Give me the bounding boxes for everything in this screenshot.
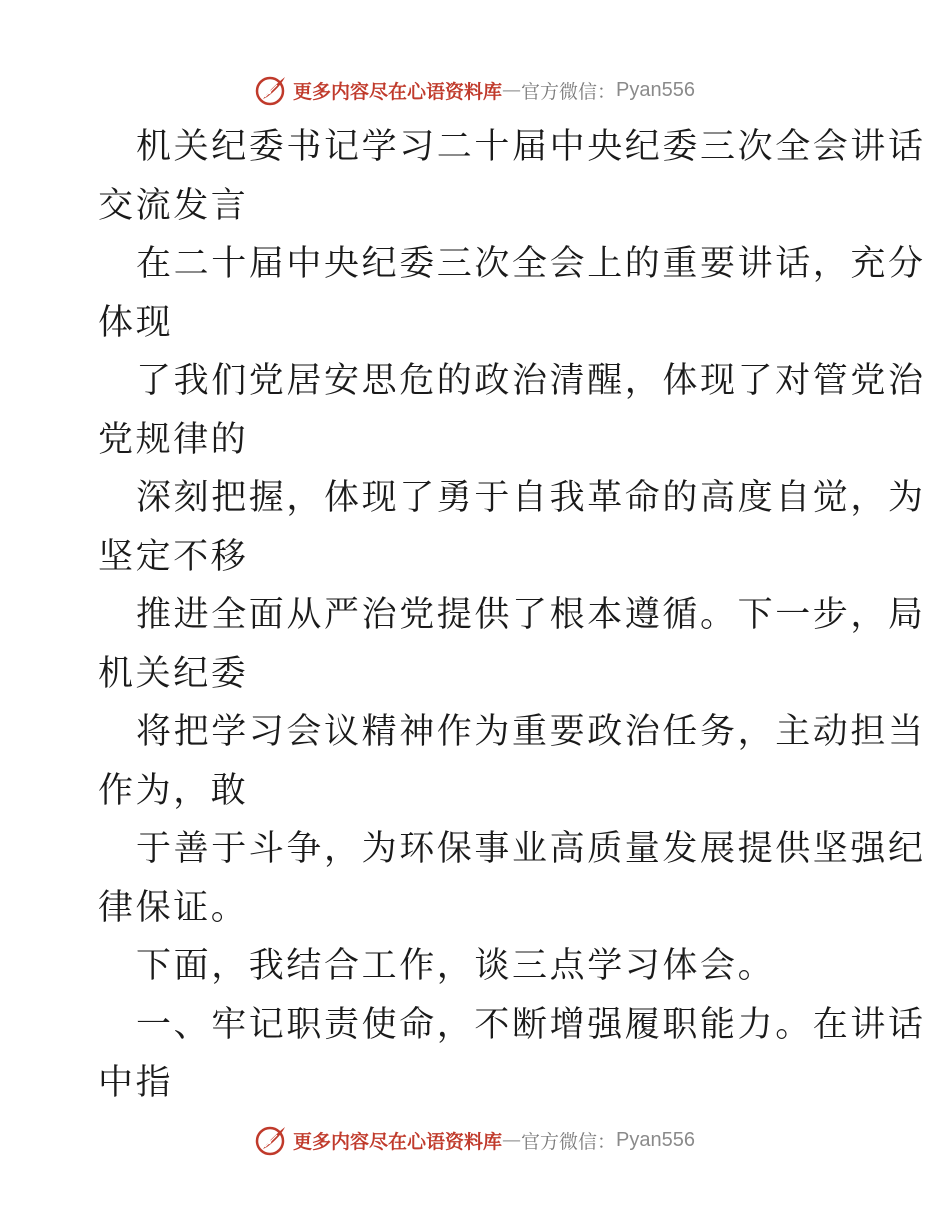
paragraph-line: 作为，敢 bbox=[98, 770, 249, 811]
paragraph-line: 推进全面从严治党提供了根本遵循。下一步，局 bbox=[136, 595, 926, 635]
paragraph-line: 律保证。 bbox=[98, 887, 249, 928]
document-title-line-2: 交流发言 bbox=[98, 185, 249, 226]
paragraph-line: 深刻把握，体现了勇于自我革命的高度自觉，为 bbox=[136, 478, 926, 518]
watermark-wechat-id: Pyan556 bbox=[616, 1128, 695, 1151]
paragraph-line: 了我们党居安思危的政治清醒，体现了对管党治 bbox=[136, 361, 926, 401]
watermark-separator: — bbox=[502, 79, 522, 101]
paragraph-line: 体现 bbox=[98, 302, 174, 343]
footer-watermark bbox=[0, 1120, 950, 1160]
watermark-separator: — bbox=[502, 1129, 522, 1151]
watermark-label: 官方微信： bbox=[521, 1130, 617, 1153]
paragraph-line: 将把学习会议精神作为重要政治任务，主动担当 bbox=[136, 712, 926, 752]
document-title-line-1: 机关纪委书记学习二十届中央纪委三次全会讲话 bbox=[136, 127, 926, 167]
header-watermark bbox=[0, 70, 950, 110]
watermark-brand-text: 更多内容尽在心语资料库 bbox=[293, 80, 503, 103]
paragraph-line: 党规律的 bbox=[98, 419, 249, 460]
watermark-brand-text: 更多内容尽在心语资料库 bbox=[293, 1130, 503, 1153]
section-heading-line: 一、牢记职责使命，不断增强履职能力。在讲话 bbox=[136, 1004, 926, 1045]
paragraph-line: 中指 bbox=[98, 1063, 174, 1103]
paragraph-line: 坚定不移 bbox=[98, 536, 249, 577]
paragraph-line: 于善于斗争，为环保事业高质量发展提供坚强纪 bbox=[136, 829, 926, 869]
feather-pen-logo-icon bbox=[255, 1123, 289, 1157]
paragraph-line: 在二十届中央纪委三次全会上的重要讲话，充分 bbox=[136, 244, 926, 284]
watermark-label: 官方微信： bbox=[521, 80, 617, 103]
watermark-wechat-id: Pyan556 bbox=[616, 78, 695, 101]
feather-pen-logo-icon bbox=[255, 73, 289, 107]
paragraph-line: 机关纪委 bbox=[98, 653, 249, 694]
document-body bbox=[98, 118, 926, 1113]
paragraph-line: 下面，我结合工作，谈三点学习体会。 bbox=[136, 946, 776, 986]
